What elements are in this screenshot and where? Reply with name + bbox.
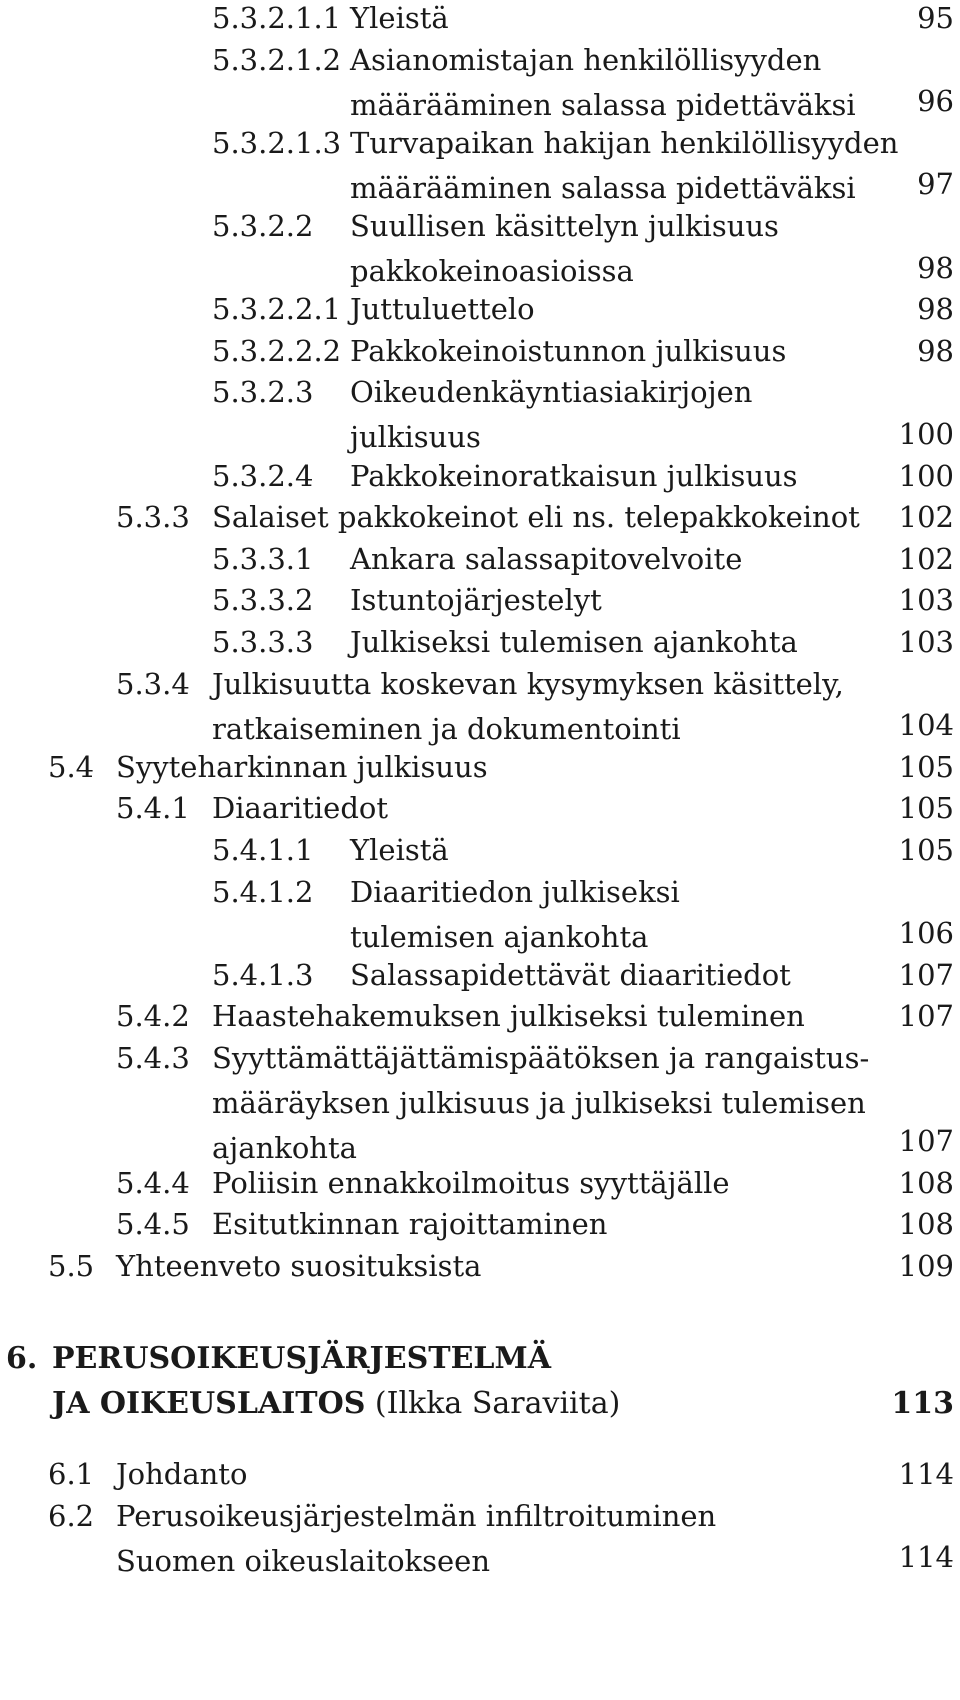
toc-entry-number: 5.3.3.1 [212,541,314,576]
toc-entry-number: 6.1 [48,1457,95,1491]
toc-entry-title-line: ratkaiseminen ja dokumentointi [212,711,681,746]
toc-entry-title-line: Istuntojärjestelyt [350,583,602,618]
toc-entry-title-line: Oikeudenkäyntiasiakirjojen [350,375,753,410]
toc-entry-number: 5.4.5 [116,1207,190,1242]
toc-entry-number: 5.4 [48,749,95,784]
toc-entry-number: 5.4.2 [116,999,190,1034]
toc-entry-title [116,1244,481,1289]
toc-entry-page-number: 100 [898,416,954,451]
toc-entry-title [212,1161,730,1206]
toc-entry-title [212,994,805,1039]
toc-entry-number: 5.4.1.3 [212,957,314,992]
toc-entry-page-number: 114 [898,1540,954,1575]
toc-entry-title [350,454,798,499]
toc-entry-page-number: 114 [898,1457,954,1491]
toc-entry-number: 5.3.3 [116,500,190,535]
toc-entry-title-line: Salassapidettävät diaaritiedot [350,957,791,992]
toc-entry-number: 5.5 [48,1249,95,1283]
toc-entry-title [116,1452,247,1497]
toc-entry-page-number: 105 [898,749,954,784]
toc-entry-number: 5.3.2.3 [212,375,314,410]
toc-entry-title [350,0,449,41]
toc-entry-page-number: 100 [898,458,954,493]
toc-entry-page-number: 107 [898,1124,954,1159]
toc-entry-title [212,495,860,540]
toc-entry-title-line: määrääminen salassa pidettäväksi [350,87,856,122]
toc-entry-page-number: 107 [898,999,954,1034]
toc-entry-number: 5.4.3 [116,1041,190,1075]
toc-entry-number: 5.3.2.2 [212,209,314,243]
toc-entry-number: 5.3.2.1.2 [212,42,342,77]
toc-entry-title-line: Pakkokeinoratkaisun julkisuus [350,458,798,493]
toc-entry-page-number: 97 [917,167,954,202]
toc-entry-title-line: Syyteharkinnan julkisuus [116,749,488,784]
toc-entry-title-line: määräyksen julkisuus ja julkiseksi tulemisen [212,1086,866,1120]
toc-entry-page-number: 103 [898,583,954,618]
toc-entry-number: 5.3.2.4 [212,458,314,493]
toc-entry-title-line: Turvapaikan hakijan henkilöllisyyden [350,125,899,160]
toc-entry-page-number: 98 [917,333,954,368]
toc-entry-title-line: Yleistä [350,833,449,867]
toc-entry-page-number: 98 [917,292,954,327]
toc-entry-page-number: 105 [898,833,954,867]
toc-entry-number: 5.4.1.2 [212,874,314,909]
toc-entry-title-line: Yhteenveto suosituksista [116,1249,482,1283]
toc-entry-page-number: 107 [898,957,954,992]
toc-entry-title [116,1494,716,1584]
toc-entry-title-line: Yleistä [350,1,449,35]
chapter-title-line-2-main: JA OIKEUSLAITOS [52,1386,366,1421]
toc-entry-title-line: julkisuus [350,420,481,455]
toc-entry-page-number: 108 [898,1207,954,1242]
toc-entry-title-line: Salaiset pakkokeinot eli ns. telepakkokeinot [212,500,860,535]
toc-entry-page-number: 98 [917,250,954,285]
toc-entry-number: 5.4.4 [116,1165,190,1200]
toc-entry-number: 6.2 [48,1498,95,1533]
toc-entry-number: 5.3.3.3 [212,625,314,659]
toc-entry-title-line: Haastehakemuksen julkiseksi tuleminen [212,999,805,1034]
toc-entry-title-line: määrääminen salassa pidettäväksi [350,170,856,205]
toc-entry-page-number: 108 [898,1165,954,1200]
toc-entry-title-line: Perusoikeusjärjestelmän infiltroituminen [116,1498,717,1533]
chapter-author: (Ilkka Saraviita) [365,1386,621,1421]
toc-entry-page-number: 104 [898,708,954,743]
toc-entry-title-line: Syyttämättäjättämispäätöksen ja rangaistus- [212,1041,870,1075]
toc-entry-page-number: 103 [898,625,954,659]
toc-entry-title-line: Suomen oikeuslaitokseen [116,1543,490,1578]
toc-entry-page-number: 102 [898,500,954,535]
toc-entry-title [350,38,856,128]
toc-entry-title-line: Juttuluettelo [350,292,535,327]
toc-entry-title-line: Diaaritiedon julkiseksi [350,874,680,909]
toc-entry-title [350,287,535,332]
toc-entry-number: 5.3.4 [116,666,190,701]
toc-entry-title [212,1036,869,1171]
toc-entry-page-number: 96 [917,84,954,119]
toc-entry-page-number: 95 [917,1,954,35]
toc-entry-title [350,537,742,582]
toc-entry-page-number: 102 [898,541,954,576]
toc-entry-page-number: 106 [898,916,954,951]
toc-entry-number: 5.4.1.1 [212,833,314,867]
toc-entry-title [212,662,844,752]
toc-entry-title [350,828,449,873]
toc-entry-title-line: Poliisin ennakkoilmoitus syyttäjälle [212,1165,730,1200]
toc-entry-title-line: Asianomistajan henkilöllisyyden [350,42,822,77]
toc-entry-title-line: Suullisen käsittelyn julkisuus [350,209,779,243]
toc-entry-title-line: Esitutkinnan rajoittaminen [212,1207,608,1242]
toc-entry-page-number: 105 [898,791,954,826]
toc-entry-title-line: Pakkokeinoistunnon julkisuus [350,333,787,368]
toc-entry-title-line: Julkisuutta koskevan kysymyksen käsittely, [212,666,844,701]
toc-entry-title [116,745,488,790]
toc-entry-title [350,121,898,211]
toc-entry-number: 5.3.2.1.3 [212,125,342,160]
toc-entry-title [350,204,779,294]
toc-entry-title [212,1202,607,1247]
chapter-title-line-2 [52,1381,620,1426]
toc-entry-title [212,786,388,831]
toc-entry-title [350,870,680,960]
toc-entry-title-line: Johdanto [116,1457,248,1491]
toc-entry-title-line: pakkokeinoasioissa [350,254,634,288]
toc-entry-title [350,953,791,998]
toc-entry-title-line: Julkiseksi tulemisen ajankohta [350,625,798,659]
toc-entry-page-number: 109 [898,1249,954,1283]
toc-entry-number: 5.3.2.2.2 [212,333,342,368]
toc-entry-title [350,329,786,374]
toc-entry-number: 5.3.2.1.1 [212,1,342,35]
toc-entry-title [350,620,798,665]
toc-entry-title-line: Diaaritiedot [212,791,389,826]
chapter-title-line-1: PERUSOIKEUSJÄRJESTELMÄ [52,1341,552,1376]
toc-entry-title-line: tulemisen ajankohta [350,919,649,954]
toc-entry-number: 5.3.2.2.1 [212,292,342,327]
chapter-title [52,1336,620,1426]
toc-entry-title [350,578,602,623]
toc-entry-title-line: Ankara salassapitovelvoite [350,541,743,576]
toc-entry-title [350,370,752,460]
toc-entry-title-line: ajankohta [212,1131,357,1165]
chapter-page-number: 113 [891,1386,954,1421]
toc-entry-number: 5.3.3.2 [212,583,314,618]
chapter-number: 6. [6,1341,38,1376]
toc-entry-number: 5.4.1 [116,791,190,826]
